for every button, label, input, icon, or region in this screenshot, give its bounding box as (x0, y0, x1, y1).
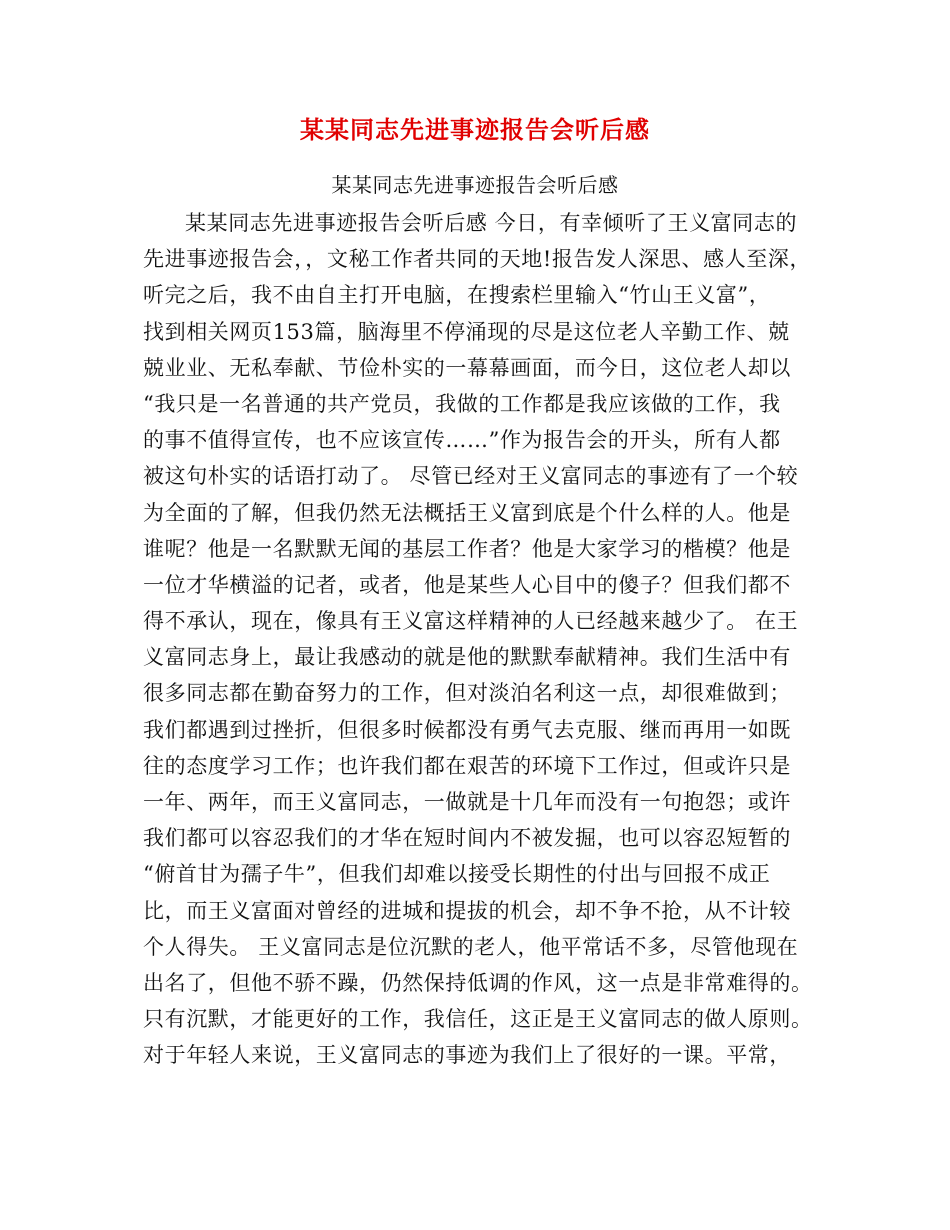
body-line: 比，而王义富面对曾经的进城和提拔的机会，却不争不抢，从不计较 (143, 898, 791, 923)
body-line: 我们都可以容忍我们的才华在短时间内不被发掘，也可以容忍短暂的 (143, 826, 791, 851)
body-line: 先进事迹报告会，，文秘工作者共同的天地!报告发人深思、感人至深， (143, 247, 812, 272)
body-line: 找到相关网页153篇，脑海里不停涌现的尽是这位老人辛勤工作、兢 (143, 319, 790, 344)
body-line: 听完之后，我不由自主打开电脑，在搜索栏里输入“竹山王义富”， (143, 283, 771, 308)
body-line: 为全面的了解，但我仍然无法概括王义富到底是个什么样的人。他是 (143, 500, 791, 525)
body-line: 一位才华横溢的记者，或者，他是某些人心目中的傻子？但我们都不 (143, 572, 791, 597)
body-line: “俯首甘为孺子牛”，但我们却难以接受长期性的付出与回报不成正 (143, 862, 771, 887)
body-line: 我们都遇到过挫折，但很多时候都没有勇气去克服、继而再用一如既 (143, 717, 791, 742)
body-line: 个人得失。 王义富同志是位沉默的老人，他平常话不多，尽管他现在 (143, 934, 799, 959)
body-line: 对于年轻人来说，王义富同志的事迹为我们上了很好的一课。平常， (143, 1043, 791, 1068)
body-line: 出名了，但他不骄不躁，仍然保持低调的作风，这一点是非常难得的。 (143, 970, 813, 995)
body-line: 义富同志身上，最让我感动的就是他的默默奉献精神。我们生活中有 (143, 645, 791, 670)
document-body (143, 205, 823, 1074)
body-line: 被这句朴实的话语打动了。 尽管已经对王义富同志的事迹有了一个较 (143, 464, 799, 489)
body-line: 得不承认，现在，像具有王义富这样精神的人已经越来越少了。 在王 (143, 609, 799, 634)
document-title: 某某同志先进事迹报告会听后感 (300, 115, 650, 144)
body-line: 的事不值得宣传，也不应该宣传……”作为报告会的开头，所有人都 (143, 428, 781, 453)
body-line: 兢业业、无私奉献、节俭朴实的一幕幕画面，而今日，这位老人却以 (143, 355, 791, 380)
body-line: 往的态度学习工作；也许我们都在艰苦的环境下工作过，但或许只是 (143, 753, 791, 778)
body-line: 某某同志先进事迹报告会听后感 今日，有幸倾听了王义富同志的 (185, 211, 798, 235)
body-line: “我只是一名普通的共产党员，我做的工作都是我应该做的工作，我 (143, 391, 781, 416)
body-line: 谁呢？他是一名默默无闻的基层工作者？他是大家学习的楷模？他是 (143, 536, 791, 561)
body-line: 只有沉默，才能更好的工作，我信任，这正是王义富同志的做人原则。 (143, 1007, 813, 1032)
document-subtitle: 某某同志先进事迹报告会听后感 (331, 173, 619, 197)
body-line: 一年、两年，而王义富同志，一做就是十几年而没有一句抱怨；或许 (143, 790, 791, 814)
body-line: 很多同志都在勤奋努力的工作，但对淡泊名利这一点，却很难做到； (143, 681, 791, 706)
